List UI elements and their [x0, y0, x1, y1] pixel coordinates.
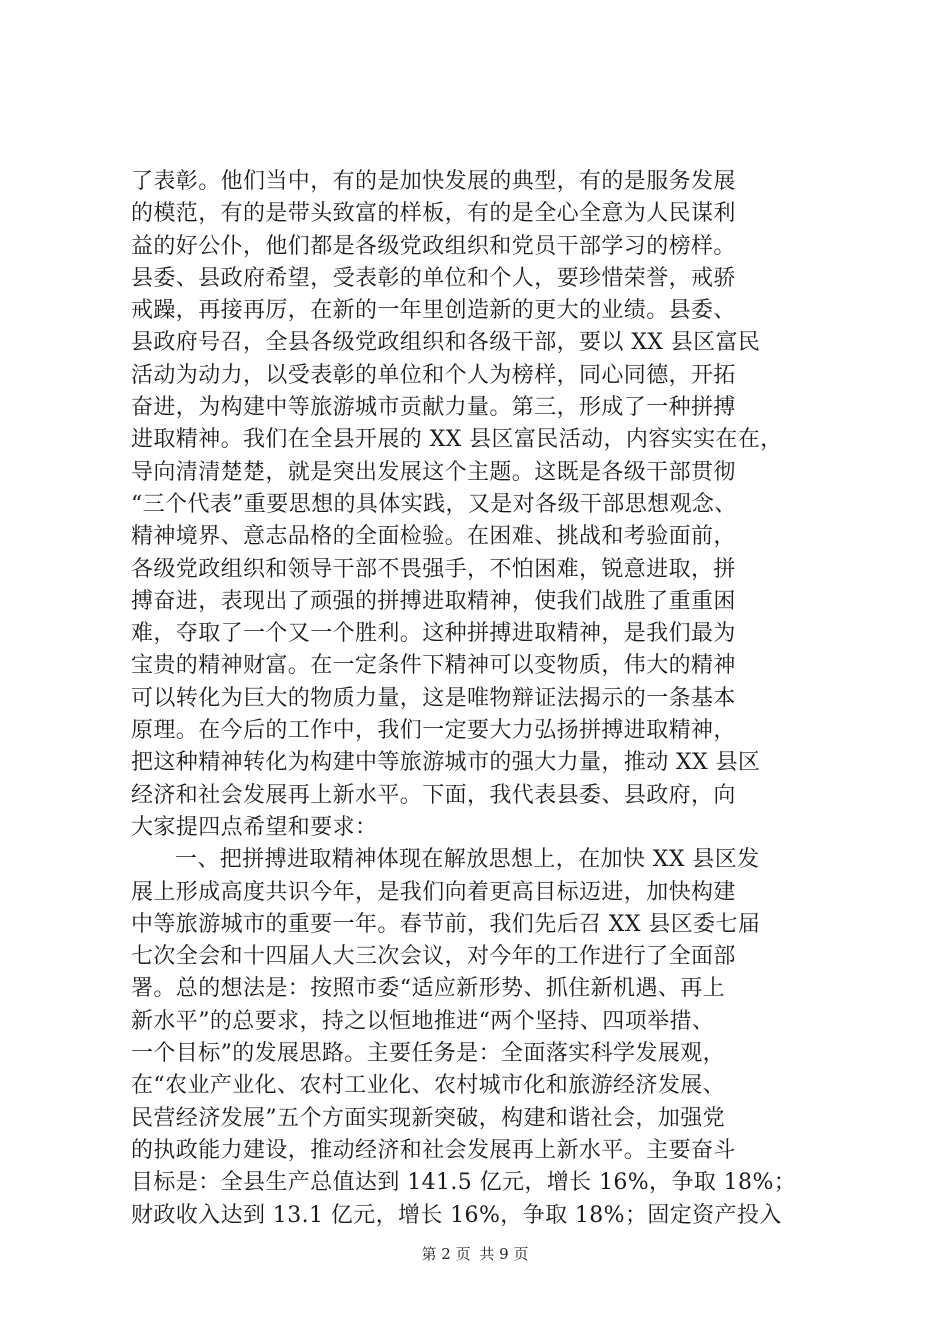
text-line: 各级党政组织和领导干部不畏强手，不怕困难，锐意进取，拼: [131, 556, 736, 582]
text-line: 一个目标”的发展思路。主要任务是：全面落实科学发展观，: [131, 1041, 726, 1067]
text-line: 精神境界、意志品格的全面检验。在困难、挑战和考验面前，: [131, 524, 736, 550]
text-line: 益的好公仆，他们都是各级党政组织和党员干部学习的榜样。: [131, 233, 736, 259]
text-line: 原理。在今后的工作中，我们一定要大力弘扬拼搏进取精神，: [131, 718, 736, 744]
text-line: 的执政能力建设，推动经济和社会发展再上新水平。主要奋斗: [131, 1137, 736, 1163]
text-line: 七次全会和十四届人大三次会议，对今年的工作进行了全面部: [131, 944, 736, 970]
text-line: 新水平”的总要求，持之以恒地推进“两个坚持、四项举措、: [131, 1008, 715, 1034]
text-line: 大家提四点希望和要求：: [131, 814, 378, 840]
text-line: 了表彰。他们当中，有的是加快发展的典型，有的是服务发展: [131, 169, 736, 194]
text-line: 民营经济发展”五个方面实现新突破，构建和谐社会，加强党: [131, 1105, 726, 1131]
text-line: 宝贵的精神财富。在一定条件下精神可以变物质，伟大的精神: [131, 653, 736, 679]
text-line: 经济和社会发展再上新水平。下面，我代表县委、县政府，向: [131, 782, 736, 808]
page-number: 第 2 页: [421, 1245, 471, 1263]
text-line: 署。总的想法是：按照市委“适应新形势、抓住新机遇、再上: [131, 976, 726, 1002]
text-line: 把这种精神转化为构建中等旅游城市的强大力量，推动 XX 县区: [131, 750, 761, 776]
text-line: 进取精神。我们在全县开展的 XX 县区富民活动，内容实实在在，: [131, 427, 783, 453]
text-line: 财政收入达到 13.1 亿元，增长 16%，争取 18%；固定资产投入: [131, 1202, 782, 1228]
text-line: 中等旅游城市的重要一年。春节前，我们先后召 XX 县区委七届: [131, 911, 761, 937]
text-line: 搏奋进，表现出了顽强的拼搏进取精神，使我们战胜了重重困: [131, 588, 736, 614]
text-line: 难，夺取了一个又一个胜利。这种拼搏进取精神，是我们最为: [131, 621, 736, 647]
page-total: 共 9 页: [479, 1245, 529, 1263]
page-footer: [0, 1243, 950, 1264]
text-line: 展上形成高度共识今年，是我们向着更高目标迈进，加快构建: [131, 879, 736, 905]
text-line: 在“农业产业化、农村工业化、农村城市化和旅游经济发展、: [131, 1073, 726, 1099]
text-line: “三个代表”重要思想的具体实践，又是对各级干部思想观念、: [131, 491, 737, 517]
text-line: 导向清清楚楚，就是突出发展这个主题。这既是各级干部贯彻: [131, 459, 736, 485]
text-line: 的模范，有的是带头致富的样板，有的是全心全意为人民谋利: [131, 201, 736, 227]
text-line: 可以转化为巨大的物质力量，这是唯物辩证法揭示的一条基本: [131, 685, 736, 711]
text-line: 戒躁，再接再厉，在新的一年里创造新的更大的业绩。县委、: [131, 298, 736, 324]
document-body: [131, 166, 831, 1232]
text-line: 县政府号召，全县各级党政组织和各级干部，要以 XX 县区富民: [131, 330, 761, 356]
text-line: 目标是：全县生产总值达到 141.5 亿元，增长 16%，争取 18%；: [131, 1170, 797, 1196]
text-line: 活动为动力，以受表彰的单位和个人为榜样，同心同德，开拓: [131, 362, 736, 388]
paragraph-start-line: 一、把拼搏进取精神体现在解放思想上，在加快 XX 县区发: [175, 847, 760, 873]
text-line: 县委、县政府希望，受表彰的单位和个人，要珍惜荣誉，戒骄: [131, 265, 736, 291]
text-line: 奋进，为构建中等旅游城市贡献力量。第三，形成了一种拼搏: [131, 395, 736, 421]
